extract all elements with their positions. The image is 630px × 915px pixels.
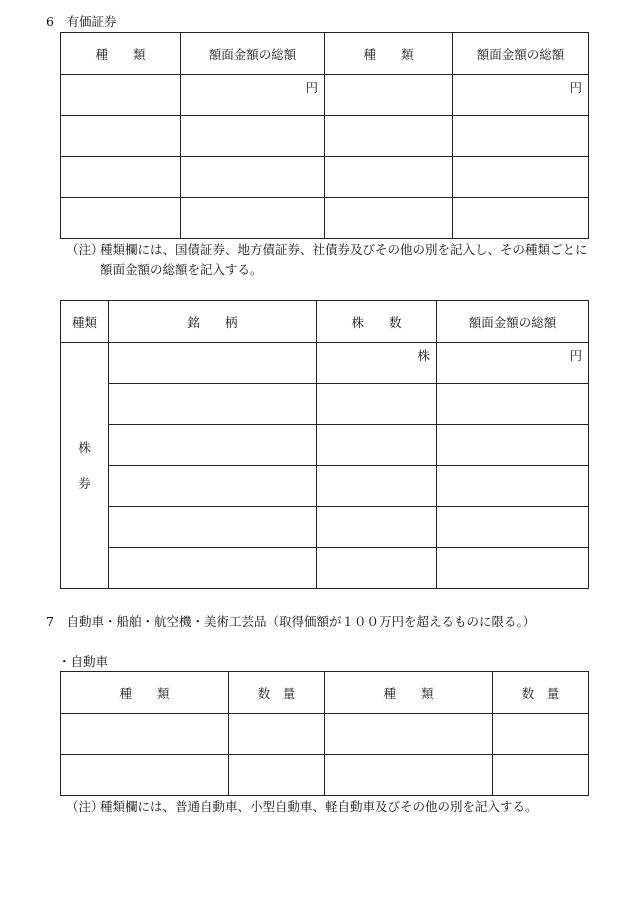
table-cell[interactable] [109, 466, 317, 507]
table-cell[interactable] [325, 157, 453, 198]
table-cell[interactable] [325, 116, 453, 157]
stock-certificate-label: 株 券 [61, 343, 109, 589]
col-header-face-value: 額面金額の総額 [181, 33, 325, 75]
table-cell[interactable] [61, 755, 229, 796]
table-cell[interactable] [109, 425, 317, 466]
table-cell[interactable] [437, 384, 589, 425]
note-securities [66, 240, 590, 280]
table-cell[interactable] [229, 755, 325, 796]
table-cell[interactable] [61, 75, 181, 116]
table-cell[interactable] [109, 507, 317, 548]
note-label: （注） [66, 242, 104, 257]
table-cell[interactable] [437, 507, 589, 548]
col-header-issue-name: 銘 柄 [109, 301, 317, 343]
section-7-heading: 7 自動車・船舶・航空機・美術工芸品（取得価額が１００万円を超えるものに限る。） [46, 614, 536, 629]
table-cell[interactable] [109, 384, 317, 425]
col-header-share-count: 株 数 [317, 301, 437, 343]
unit-share: 株 [417, 348, 430, 363]
col-header-type: 種 類 [61, 33, 181, 75]
table-cell[interactable] [181, 75, 325, 116]
col-header-type: 種 類 [325, 672, 493, 714]
table-cell[interactable] [325, 198, 453, 239]
col-header-face-value: 額面金額の総額 [453, 33, 589, 75]
note-cars [66, 797, 590, 817]
table-cell[interactable] [437, 425, 589, 466]
col-header-quantity: 数 量 [229, 672, 325, 714]
table-cell[interactable] [437, 343, 589, 384]
table-cell[interactable] [61, 157, 181, 198]
note-text: 種類欄には、国債証券、地方債証券、社債券及びその他の別を記入し、その種類ごとに額面金額の総額を記入する。 [100, 242, 588, 277]
unit-yen: 円 [305, 80, 318, 95]
col-header-quantity: 数 量 [493, 672, 589, 714]
table-cell[interactable] [109, 548, 317, 589]
table-cell[interactable] [181, 198, 325, 239]
table-cell[interactable] [317, 425, 437, 466]
table-cell[interactable] [61, 198, 181, 239]
table-cell[interactable] [317, 384, 437, 425]
cars-subheading: ・自動車 [58, 654, 109, 669]
securities-table [60, 32, 589, 239]
col-header-face-value: 額面金額の総額 [437, 301, 589, 343]
table-cell[interactable] [317, 343, 437, 384]
table-cell[interactable] [61, 116, 181, 157]
unit-yen: 円 [569, 80, 582, 95]
note-text: 種類欄には、普通自動車、小型自動車、軽自動車及びその他の別を記入する。 [100, 799, 538, 814]
table-cell[interactable] [493, 714, 589, 755]
table-cell[interactable] [325, 714, 493, 755]
table-cell[interactable] [317, 466, 437, 507]
cars-table [60, 671, 589, 796]
section-6-heading: 6 有価証券 [46, 14, 117, 29]
table-cell[interactable] [109, 343, 317, 384]
unit-yen: 円 [569, 348, 582, 363]
col-header-kind: 種類 [61, 301, 109, 343]
table-cell[interactable] [325, 75, 453, 116]
col-header-type: 種 類 [61, 672, 229, 714]
table-cell[interactable] [317, 548, 437, 589]
table-cell[interactable] [181, 116, 325, 157]
table-cell[interactable] [453, 198, 589, 239]
table-cell[interactable] [453, 116, 589, 157]
table-cell[interactable] [229, 714, 325, 755]
shares-table [60, 300, 589, 589]
table-cell[interactable] [181, 157, 325, 198]
table-cell[interactable] [437, 466, 589, 507]
table-cell[interactable] [493, 755, 589, 796]
table-cell[interactable] [453, 75, 589, 116]
table-cell[interactable] [437, 548, 589, 589]
table-cell[interactable] [453, 157, 589, 198]
table-cell[interactable] [317, 507, 437, 548]
table-cell[interactable] [61, 714, 229, 755]
note-label: （注） [66, 799, 104, 814]
col-header-type: 種 類 [325, 33, 453, 75]
table-cell[interactable] [325, 755, 493, 796]
